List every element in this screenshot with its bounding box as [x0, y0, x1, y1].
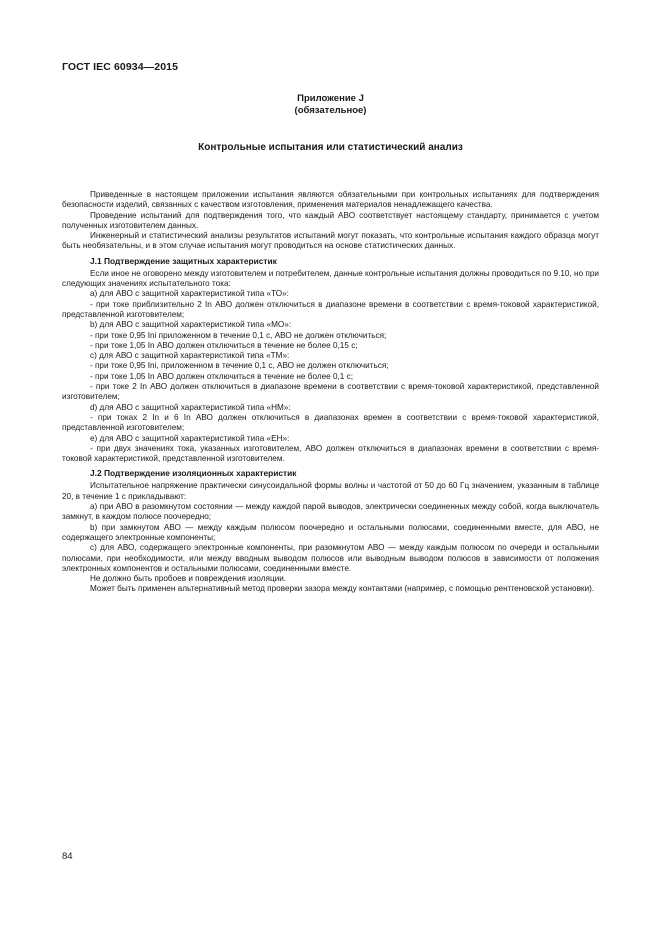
document-body: [62, 190, 599, 595]
annex-heading: Контрольные испытания или статистический анализ: [198, 142, 463, 153]
page-number: 84: [62, 851, 73, 862]
section-j2-paragraph: Испытательное напряжение практически синусоидальной формы волны и частотой от 50 до 60 Гц значением, указанным в таблице 20, в течение 1 с прикладывают:: [62, 481, 599, 501]
section-j1-item: - при токе 0,95 Ini приложенном в течение 0,1 с, АВО не должен отключиться;: [90, 330, 387, 340]
section-j1-item: c) для АВО с защитной характеристикой типа «ТМ»:: [90, 351, 290, 361]
section-j1-item: b) для АВО с защитной характеристикой типа «МО»:: [90, 320, 292, 330]
section-heading-j1: J.1 Подтверждение защитных характеристик: [90, 255, 277, 266]
section-j1-paragraph: Если иное не оговорено между изготовителем и потребителем, данные контрольные испытания должны проводиться по 9.10, но при следующих значениях испытательного тока:: [62, 268, 599, 289]
section-j1-item: - при двух значениях тока, указанных изготовителем, АВО должен отключиться в диапазонах времени в соответствии с время-токовой характеристикой, представленной изготовителем.: [62, 443, 599, 464]
intro-paragraph: Приведенные в настоящем приложении испытания являются обязательными при контрольных испытаниях для подтверждения безопасности изделий, связанных с качеством изготовления, применения материалов ненадлежащего качества.: [62, 190, 599, 210]
section-j2-paragraph: Может быть применен альтернативный метод проверки зазора между контактами (например, с помощью рентгеновской установки).: [90, 584, 595, 594]
section-j2-item: b) при замкнутом АВО — между каждым полюсом поочередно и остальными полюсами, соединенными вместе, для АВО, не содержащего электронные компоненты;: [62, 522, 599, 542]
intro-paragraph: Инженерный и статистический анализы результатов испытаний могут показать, что контрольные испытания каждого образца могут быть необязательны, и в этом случае испытания могут проводиться на основе статистических данных.: [62, 231, 599, 251]
section-j2-paragraph: Не должно быть пробоев и повреждения изоляции.: [90, 574, 287, 584]
intro-paragraph: Проведение испытаний для подтверждения того, что каждый АВО соответствует настоящему стандарту, принимается с учетом полученных изготовителем данных.: [62, 210, 599, 230]
section-j1-item: - при токе 1,05 In АВО должен отключиться в течение не более 0,1 с;: [90, 371, 354, 381]
section-j1-item: - при токе 0,95 Ini, приложенном в течение 0,1 с, АВО не должен отключиться;: [90, 361, 389, 371]
section-j2-item: c) для АВО, содержащего электронные компоненты, при разомкнутом АВО — между каждым полюсом по очереди и остальными полюсами, при необходимости, или между вводным выводом полюсов или выводным выводом полюсов в зависимости от положения электронных компонентов и остальными полюсами, соединенными вместе.: [62, 543, 599, 573]
section-j1-item: e) для АВО с защитной характеристикой типа «ЕН»:: [90, 433, 290, 443]
section-j1-item: - при токе 2 In АВО должен отключиться в диапазоне времени в соответствии с время-токовой характеристикой, представленной изготовителем;: [62, 382, 599, 402]
document-code-header: ГОСТ IEC 60934—2015: [62, 61, 179, 73]
annex-title: Приложение J: [297, 93, 364, 104]
section-j1-item: - при токе приблизительно 2 In АВО должен отключиться в диапазоне времени в соответствии с время-токовой характеристикой, представленной изготовителем;: [62, 299, 599, 319]
section-j1-item: - при токах 2 In и 6 In АВО должен отключиться в диапазонах времен в соответствии с время-токовой характеристикой, представленной изготовителем;: [62, 412, 599, 433]
section-j2-item: a) при АВО в разомкнутом состоянии — между каждой парой выводов, электрически соединенных между собой, когда выключатель замкнут, в каждом полюсе поочередно;: [62, 502, 599, 522]
section-heading-j2: J.2 Подтверждение изоляционных характеристик: [90, 468, 297, 479]
annex-status-note: (обязательное): [294, 105, 367, 116]
section-j1-item: d) для АВО с защитной характеристикой типа «НМ»:: [90, 402, 291, 412]
section-j1-item: a) для АВО с защитной характеристикой типа «ТО»:: [90, 289, 289, 299]
section-j1-item: - при токе 1,05 In АВО должен отключиться в течение не более 0,15 с;: [90, 340, 358, 350]
